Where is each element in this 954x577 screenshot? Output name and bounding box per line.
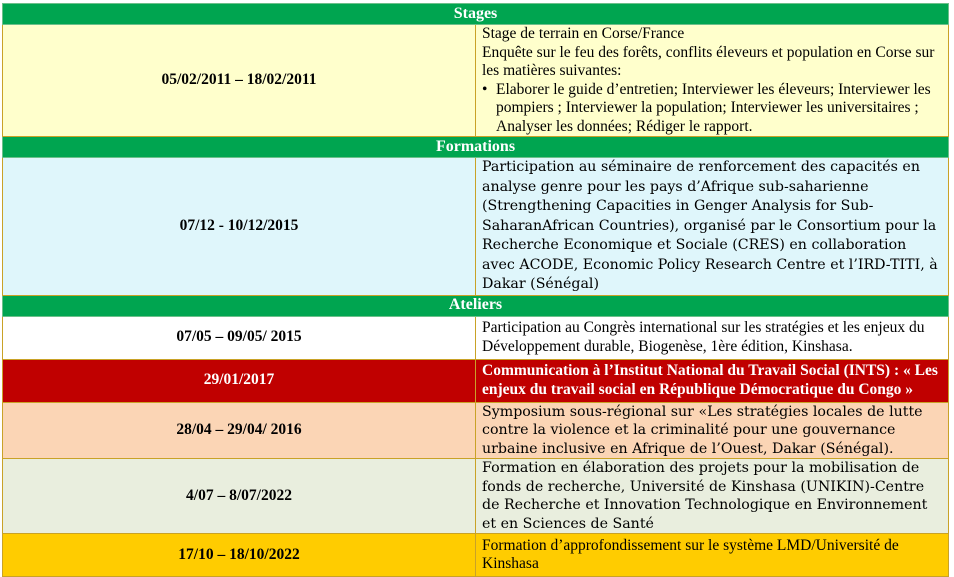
table-row-symposium [3, 402, 949, 459]
description-cell: Symposium sous-régional sur «Les stratégies locales de lutte contre la violence et la criminalité pour une gouvernance urbaine inclusive en Afrique de l’Ouest, Dakar (Sénégal). [476, 402, 949, 459]
description-cell: Participation au séminaire de renforcement des capacités en analyse genre pour les pays d’Afrique sub-saharienne (Strengthening Capacities in Genger Analysis for Sub-SaharanAfrican Countries), organisé par le Consortium pour la Recherche Economique et Sociale (CRES) en collaboration avec ACODE, Economic Policy Research Centre et l’IRD-TITI, à Dakar (Sénégal) [476, 158, 949, 296]
description-cell: Formation en élaboration des projets pour la mobilisation de fonds de recherche, Université de Kinshasa (UNIKIN)-Centre de Recherche et Innovation Technologique en Environnement et en Sciences de Santé [476, 459, 949, 534]
description-cell: Formation d’approfondissement sur le système LMD/Université de Kinshasa [476, 534, 949, 577]
section-title-stages: Stages [3, 4, 949, 25]
date-cell: 07/12 - 10/12/2015 [3, 158, 476, 296]
table-row-congres [3, 316, 949, 359]
table-row-formation-cres [3, 158, 949, 296]
date-cell: 29/01/2017 [3, 359, 476, 402]
description-line: Enquête sur le feu des forêts, conflits éleveurs et population en Corse sur les matières suivantes: [482, 43, 935, 79]
date-cell: 07/05 – 09/05/ 2015 [3, 316, 476, 359]
description-cell: Communication à l’Institut National du Travail Social (INTS) : « Les enjeux du travail social en République Démocratique du Congo » [476, 359, 949, 402]
table-row-ints [3, 359, 949, 402]
section-title-ateliers: Ateliers [3, 295, 949, 316]
table-row-lmd [3, 534, 949, 577]
cv-activities-table-wrapper [2, 3, 949, 577]
section-row-formations [3, 137, 949, 158]
date-cell: 05/02/2011 – 18/02/2011 [3, 25, 476, 137]
bullet-icon: • [482, 80, 488, 98]
section-row-stages [3, 4, 949, 25]
section-row-ateliers [3, 295, 949, 316]
bullet-text: Elaborer le guide d’entretien; Interviewer les éleveurs; Interviewer les pompiers ; Interviewer la population; Interviewer les universitaires ; Analyser les données; Rédiger le rapport. [496, 80, 931, 135]
description-cell [476, 25, 949, 137]
description-line: Stage de terrain en Corse/France [482, 25, 685, 42]
date-cell: 4/07 – 8/07/2022 [3, 459, 476, 534]
bullet-item [482, 81, 942, 137]
date-cell: 17/10 – 18/10/2022 [3, 534, 476, 577]
table-row-projets [3, 459, 949, 534]
cv-activities-table [2, 3, 949, 577]
description-cell: Participation au Congrès international sur les stratégies et les enjeux du Développement durable, Biogenèse, 1ère édition, Kinshasa. [476, 316, 949, 359]
date-cell: 28/04 – 29/04/ 2016 [3, 402, 476, 459]
section-title-formations: Formations [3, 137, 949, 158]
table-row-stage-corse [3, 25, 949, 137]
